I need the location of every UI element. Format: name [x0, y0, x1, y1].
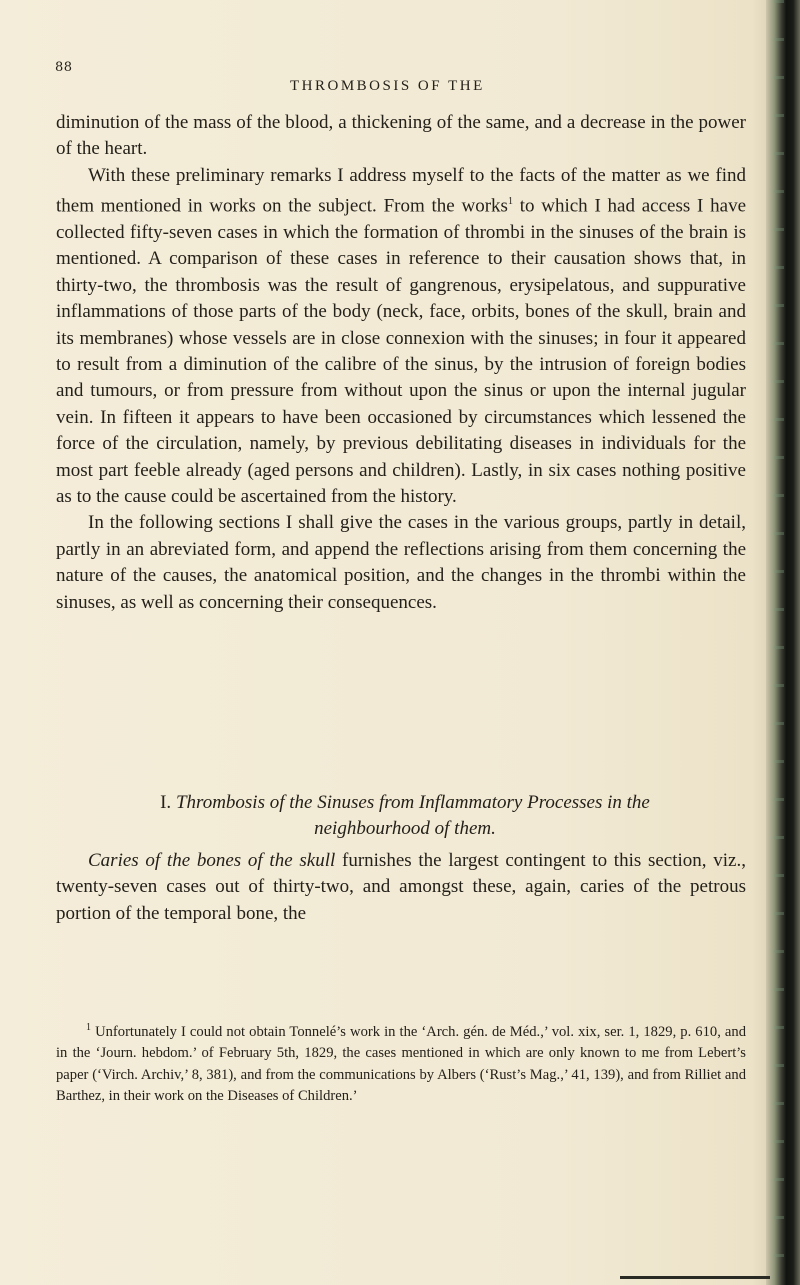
footnote-marker: 1 [86, 1022, 91, 1033]
paragraph-3: In the following sections I shall give the cases in the various groups, partly in detail, partly in an abreviated form, and append the reflections arising from them concerning the nature of the causes, the anatomical position, and the changes in the thrombi within the sinuses, as well as concerning their consequences. [56, 512, 746, 613]
footnote-text: Unfortunately I could not obtain Tonnelé’s work in the ‘Arch. gén. de Méd.,’ vol. xix, ser. 1, 1829, p. 610, and in the ‘Journ. hebdom.’ of February 5th, 1829, the cases mentioned in which are only known to me from Lebert’s paper (‘Virch. Archiv,’ 8, 381), and from the communications by Albers (‘Rust’s Mag.,’ 41, 139), and from Rilliet and Barthez, in their work on the Diseases of Children.’ [56, 1023, 746, 1105]
running-header: THROMBOSIS OF THE [290, 78, 485, 94]
bottom-rule [620, 1276, 770, 1279]
paragraph-2 [56, 163, 746, 511]
paragraph-2-part-b: to which I had access I have collected fifty-seven cases in which the formation of thrombi in the sinuses of the brain is mentioned. A comparison of these cases in reference to their causation shows that, in thirty-two, the thrombosis was the result of gangrenous, erysipelatous, and suppurative inflammations of those parts of the body (neck, face, orbits, bones of the skull, brain and its membranes) whose vessels are in close connexion with the sinuses; in four it appeared to result from a diminution of the calibre of the sinus, by the intrusion of foreign bodies and tumours, or from pressure from without upon the sinus or upon the internal jugular vein. In fifteen it appears to have been occasioned by circumstances which lessened the force of the circulation, namely, by previous debilitating diseases in individuals for the most part feeble already (aged persons and children). Lastly, in six cases nothing positive as to the cause could be ascertained from the history. [56, 195, 746, 508]
section-title-line-1: Thrombosis of the Sinuses from Inflammatory Processes in the [175, 792, 650, 813]
section-number: I. [160, 792, 172, 813]
section-paragraph-text: furnishes the largest contingent to this section, viz., twenty-seven cases out of thirty-two, and amongst these, again, caries of the petrous portion of the temporal bone, the [56, 850, 746, 924]
paragraph-2-part-a: With these preliminary remarks I address myself to the facts of the matter as we find them mentioned in works on the subject. From the works [56, 164, 746, 217]
page-edge-texture [774, 0, 784, 1285]
section-heading [60, 790, 750, 842]
section-heading-line-1 [60, 790, 750, 816]
footnote-reference: 1 [507, 196, 513, 208]
section-lead-italic: Caries of the bones of the skull [88, 850, 336, 871]
main-body-text [56, 110, 746, 616]
paragraph-1: diminution of the mass of the blood, a thickening of the same, and a decrease in the power of the heart. [56, 112, 746, 160]
page-number: 88 [55, 60, 73, 75]
section-title-line-2: neighbourhood of them. [314, 818, 496, 839]
section-paragraph [56, 848, 746, 927]
footnote [56, 1017, 746, 1107]
